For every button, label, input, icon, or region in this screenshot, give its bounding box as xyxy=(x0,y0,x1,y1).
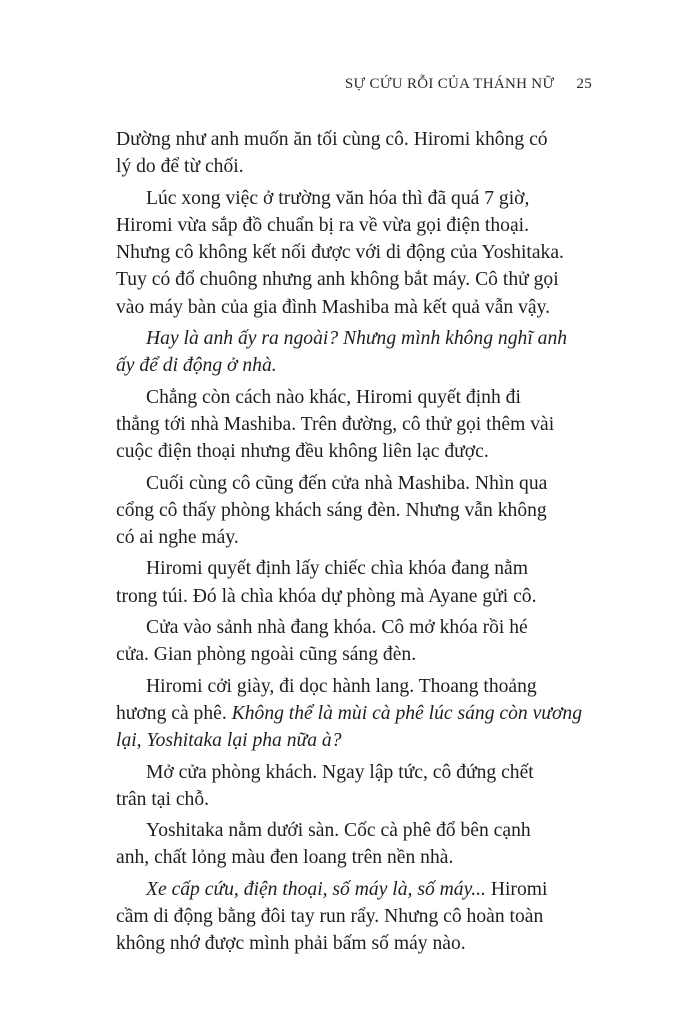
text-line xyxy=(116,185,590,212)
paragraph xyxy=(116,126,590,181)
italic-text: ấy để di động ở nhà. xyxy=(116,355,277,377)
text-line xyxy=(116,294,590,321)
italic-text: Hay là anh ấy ra ngoài? Nhưng mình không nghĩ anh xyxy=(146,328,568,350)
text-line xyxy=(116,700,590,727)
text-span: Hiromi vừa sắp đồ chuẩn bị ra về vừa gọi điện thoại. xyxy=(116,214,530,236)
text-line xyxy=(116,786,590,813)
paragraph xyxy=(116,759,590,814)
text-span: Hiromi xyxy=(485,878,548,900)
page-body xyxy=(116,126,590,962)
text-line xyxy=(116,876,590,903)
text-span: vào máy bàn của gia đình Mashiba mà kết quả vẫn vậy. xyxy=(116,296,551,318)
paragraph xyxy=(116,876,590,958)
text-span: Yoshitaka nằm dưới sàn. Cốc cà phê đổ bên cạnh xyxy=(146,820,531,842)
text-span: Mở cửa phòng khách. Ngay lập tức, cô đứng chết xyxy=(146,761,534,783)
text-span: anh, chất lỏng màu đen loang trên nền nhà. xyxy=(116,847,454,869)
text-line xyxy=(116,497,590,524)
text-span: Cuối cùng cô cũng đến cửa nhà Mashiba. Nhìn qua xyxy=(146,472,548,494)
text-span: lý do để từ chối. xyxy=(116,156,244,178)
paragraph xyxy=(116,673,590,755)
text-line xyxy=(116,153,590,180)
text-line xyxy=(116,555,590,582)
text-line xyxy=(116,266,590,293)
text-line xyxy=(116,673,590,700)
text-line xyxy=(116,930,590,957)
text-span: Nhưng cô không kết nối được với di động của Yoshitaka. xyxy=(116,242,564,264)
text-line xyxy=(116,524,590,551)
text-line xyxy=(116,384,590,411)
text-line xyxy=(116,212,590,239)
text-line xyxy=(116,903,590,930)
header-title: SỰ CỨU RỖI CỦA THÁNH NỮ xyxy=(344,76,555,92)
text-span: Lúc xong việc ở trường văn hóa thì đã quá 7 giờ, xyxy=(146,187,530,209)
running-header xyxy=(345,76,592,93)
text-line xyxy=(116,844,590,871)
paragraph xyxy=(116,555,590,610)
text-line xyxy=(116,583,590,610)
text-span: không nhớ được mình phải bấm số máy nào. xyxy=(116,933,466,955)
text-line xyxy=(116,411,590,438)
text-span: cầm di động bằng đôi tay run rẩy. Nhưng cô hoàn toàn xyxy=(116,906,544,928)
text-line xyxy=(116,470,590,497)
text-line xyxy=(116,759,590,786)
text-line xyxy=(116,126,590,153)
text-span: trân tại chỗ. xyxy=(116,788,210,810)
text-span: thẳng tới nhà Mashiba. Trên đường, cô thử gọi thêm vài xyxy=(116,413,555,435)
italic-text: Không thể là mùi cà phê lúc sáng còn vương xyxy=(231,702,583,724)
text-line xyxy=(116,614,590,641)
text-span: cuộc điện thoại nhưng đều không liên lạc được. xyxy=(116,441,489,463)
paragraph xyxy=(116,325,590,380)
paragraph xyxy=(116,185,590,321)
text-line xyxy=(116,438,590,465)
italic-text: lại, Yoshitaka lại pha nữa à? xyxy=(116,730,342,752)
paragraph xyxy=(116,384,590,466)
text-span: có ai nghe máy. xyxy=(116,527,239,549)
text-line xyxy=(116,325,590,352)
text-span: Hiromi quyết định lấy chiếc chìa khóa đang nằm xyxy=(146,558,528,580)
text-span: Tuy có đổ chuông nhưng anh không bắt máy. Cô thử gọi xyxy=(116,269,559,291)
text-line xyxy=(116,727,590,754)
text-span: Hiromi cởi giày, đi dọc hành lang. Thoang thoảng xyxy=(146,675,537,697)
text-line xyxy=(116,352,590,379)
paragraph xyxy=(116,470,590,552)
text-span: cổng cô thấy phòng khách sáng đèn. Nhưng vẫn không xyxy=(116,499,547,521)
text-line xyxy=(116,239,590,266)
text-span: cửa. Gian phòng ngoài cũng sáng đèn. xyxy=(116,644,417,666)
text-span: Chẳng còn cách nào khác, Hiromi quyết định đi xyxy=(146,386,521,408)
text-line xyxy=(116,641,590,668)
paragraph xyxy=(116,817,590,872)
paragraph xyxy=(116,614,590,669)
text-span: trong túi. Đó là chìa khóa dự phòng mà Ayane gửi cô. xyxy=(116,585,537,607)
text-line xyxy=(116,817,590,844)
italic-text: Xe cấp cứu, điện thoại, số máy là, số máy... xyxy=(146,878,486,900)
text-span: Dường như anh muốn ăn tối cùng cô. Hiromi không có xyxy=(116,129,548,150)
text-span: hương cà phê. xyxy=(116,702,232,724)
page-number: 25 xyxy=(576,76,592,92)
text-span: Cửa vào sảnh nhà đang khóa. Cô mở khóa rồi hé xyxy=(146,617,528,639)
